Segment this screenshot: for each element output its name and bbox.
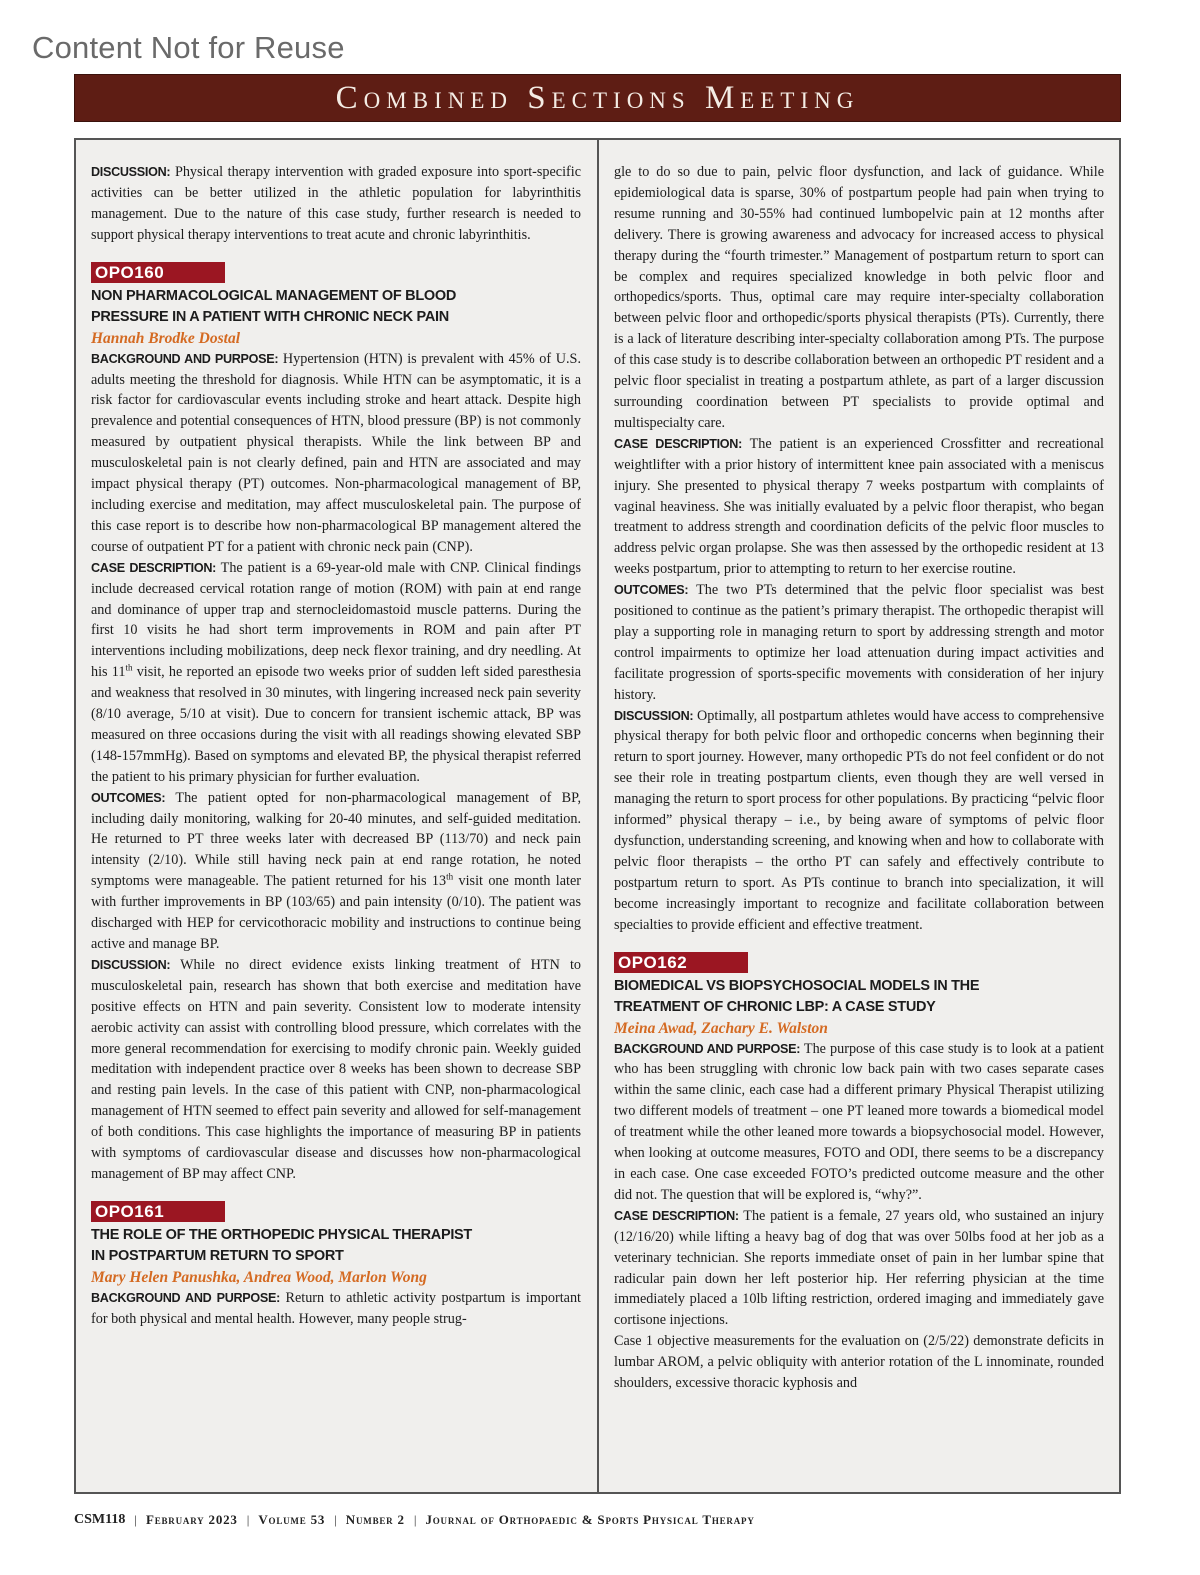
case-description-paragraph: CASE DESCRIPTION: The patient is an experienced Crossfitter and recreational weightlifter with a prior history of intermittent knee pain associated with a meniscus injury. She presented to physical therapy 7 weeks postpartum with complaints of vaginal heaviness. She was initially evaluated by a pelvic floor therapist, who began treatment to address strength and coordination deficits of the pelvic floor muscles to address pelvic organ prolapse. She was then assessed by the orthopedic resident at 13 weeks postpartum, prior to attempting to return to her exercise routine. [614,435,1104,578]
footer-date: February 2023 [145,1512,238,1527]
left-column [91,162,581,1482]
abstract-authors: Mary Helen Panushka, Andrea Wood, Marlon Wong [91,1268,427,1286]
footer-separator: | [413,1512,417,1527]
abstract-opo162 [614,952,1104,1394]
discussion-paragraph: DISCUSSION: Optimally, all postpartum athletes would have access to comprehensive physical therapy for both pelvic floor and orthopedic concerns when beginning their return to sport journey. However, many orthopedic PTs do not feel confident or do not see their role in treating postpartum clients, even though they are well versed in managing the return to sport process for other populations. By practicing “pelvic floor informed” physical therapy – i.e., by being aware of symptoms of pelvic floor dysfunction, understanding screening, and knowing when and how to collaborate with pelvic floor therapists – the ortho PT can safely and effectively contribute to postpartum return to sport. As PTs continue to branch into specialization, it will become increasingly important to recognize and facilitate collaboration between specialties to provide efficient and effective treatment. [614,707,1104,933]
section-banner [74,74,1121,122]
right-column [614,162,1104,1482]
case-description-paragraph: CASE DESCRIPTION: The patient is a female, 27 years old, who sustained an injury (12/16/20) while lifting a heavy bag of dog that was over 50lbs food at her job as a veterinary technician. She reports immediate onset of pain in her lumbar spine that radicular pain down her left posterior hip. Her referring physician at the time immediately placed a 10lb lifting restriction, ordered imaging and immediately gave cortisone injections. [614,1207,1104,1329]
intro-discussion [91,162,581,246]
outcomes-paragraph: OUTCOMES: The patient opted for non-pharmacological management of BP, including daily monitoring, walking for 20-40 minutes, and self-guided meditation. He returned to PT three weeks later with decreased BP (113/70) and neck pain intensity (2/10). While still having neck pain at end range rotation, he noted symptoms were manageable. The patient returned for his 13th visit one month later with further improvements in BP (103/65) and pain intensity (0/10). The patient was discharged with HEP for cervicothoracic mobility and instructions to continue being active and manage BP. [91,789,581,952]
background-paragraph: BACKGROUND AND PURPOSE: The purpose of this case study is to look at a patient who has been struggling with chronic low back pain with two cases separate cases within the same clinic, each case had a different primary Physical Therapist utilizing two different models of treatment – one PT leaned more towards a biomedical model of treatment while the other leaned more towards a biopsychosocial model. However, when looking at outcome measures, FOTO and ODI, there seems to be a discrepancy in each case. One case exceeded FOTO’s predicted outcome measure and the other did not. The question that will be explored is, “why?”. [614,1040,1104,1203]
abstract-id-badge: OPO160 [91,262,225,283]
banner-title: Combined Sections Meeting [335,79,860,116]
background-paragraph: gle to do so due to pain, pelvic floor dysfunction, and lack of guidance. While epidemiological data is sparse, 30% of postpartum people had pain when trying to resume running and 30-55% had continued lumbopelvic pain at 12 months after delivery. There is growing awareness and advocacy for increased access to physical therapy during the “fourth trimester.” Management of postpartum return to sport can be complex and requires specialized knowledge in both pelvic floor and orthopedics/sports. Thus, optimal care may require inter-specialty collaboration between pelvic floor and orthopedic/sports physical therapists (PTs). Currently, there is a lack of literature describing inter-specialty collaboration among PTs. The purpose of this case study is to describe collaboration between an orthopedic PT resident and a pelvic floor specialist in treating a postpartum athlete, as part of a larger discussion surrounding coordination between PT specialists to provide optimal and multispecialty care. [614,164,1104,431]
case1-paragraph: Case 1 objective measurements for the evaluation on (2/5/22) demonstrate deficits in lumbar AROM, a pelvic obliquity with anterior rotation of the L innominate, rounded shoulders, excessive thoracic kyphosis and [614,1333,1104,1392]
abstract-authors: Meina Awad, Zachary E. Walston [614,1019,828,1037]
abstract-title: NON PHARMACOLOGICAL MANAGEMENT OF BLOOD PRESSURE IN A PATIENT WITH CHRONIC NECK PAIN [91,287,457,325]
abstract-opo160 [91,262,581,1185]
abstract-opo161 [91,1201,581,1330]
background-paragraph: BACKGROUND AND PURPOSE: Return to athletic activity postpartum is important for both physical and mental health. However, many people strug- [91,1289,581,1327]
footer-number: Number 2 [345,1512,405,1527]
column-divider [597,138,599,1494]
footer-volume: Volume 53 [258,1512,326,1527]
footer-separator: | [246,1512,250,1527]
abstract-title: BIOMEDICAL VS BIOPSYCHOSOCIAL MODELS IN THE TREATMENT OF CHRONIC LBP: A CASE STUDY [614,977,980,1015]
abstract-title: THE ROLE OF THE ORTHOPEDIC PHYSICAL THERAPIST IN POSTPARTUM RETURN TO SPORT [91,1226,472,1264]
watermark-text: Content Not for Reuse [32,30,345,65]
abstract-id-badge: OPO162 [614,952,748,973]
background-paragraph: BACKGROUND AND PURPOSE: Hypertension (HTN) is prevalent with 45% of U.S. adults meeting the threshold for diagnosis. While HTN can be asymptomatic, it is a risk factor for cardiovascular events including stroke and heart attack. Despite high prevalence and potential consequences of HTN, blood pressure (BP) is not commonly measured by outpatient physical therapists. While the link between BP and musculoskeletal pain is not clearly defined, pain and HTN are associated and may impact physical therapy (PT) outcomes. Non-pharmacological management of BP, including exercise and meditation, may affect musculoskeletal pain. The purpose of this case report is to describe how non-pharmacological BP management altered the course of outpatient PT for a patient with chronic neck pain (CNP). [91,350,581,555]
page-number: CSM118 [74,1512,126,1527]
outcomes-paragraph: OUTCOMES: The two PTs determined that the pelvic floor specialist was best positioned to continue as the patient’s primary therapist. The orthopedic therapist will play a supporting role in managing return to sport by addressing strength and motor control impairments to optimize her load attenuation during impact activities and facilitate progression of sports-specific movements with consideration of her injury history. [614,582,1104,703]
footer-journal: Journal of Orthopaedic & Sports Physical Therapy [425,1512,755,1527]
footer-separator: | [134,1512,137,1527]
footer-separator: | [334,1512,337,1527]
abstract-id-badge: OPO161 [91,1201,225,1222]
page-footer [74,1512,764,1528]
section-text: Physical therapy intervention with graded exposure into sport-specific activities can be better utilized in the athletic population for labyrinthitis management. Due to the nature of this case study, further research is needed to support physical therapy interventions to treat acute and chronic labyrinthitis. [91,164,581,243]
abstract-opo161-continued [614,162,1104,936]
discussion-paragraph: DISCUSSION: While no direct evidence exists linking treatment of HTN to musculoskeletal pain, research has shown that both exercise and meditation have positive effects on HTN and pain severity. Consistent low to moderate intensity aerobic activity can assist with controlling blood pressure, which correlates with the more general recommendation for exercising to modify chronic pain. Weekly guided meditation with independent practice over 8 weeks has been shown to decrease SBP and resting pain levels. In the case of this patient with CNP, non-pharmacological management of HTN seemed to effect pain severity and allowed for self-management of both conditions. This case highlights the importance of measuring BP in patients with symptoms of cardiovascular disease and discusses how non-pharmacological management of BP may affect CNP. [91,956,581,1182]
abstract-authors: Hannah Brodke Dostal [91,329,241,347]
section-label: DISCUSSION: [91,165,171,179]
case-description-paragraph: CASE DESCRIPTION: The patient is a 69-year-old male with CNP. Clinical findings include decreased cervical rotation range of motion (ROM) with pain at end range and dominance of upper trap and sternocleidomastoid muscle patterns. During the first 10 visits he had short term improvements in ROM and pain after PT interventions including mobilizations, deep neck flexor training, and dry needling. At his 11th visit, he reported an episode two weeks prior of sudden left sided paresthesia and weakness that resolved in 30 minutes, with lingering increased neck pain severity (8/10 average, 5/10 at visit). Due to concern for transient ischemic attack, BP was measured on three occasions during the visit with all readings showing elevated SBP (148-157mmHg). Based on symptoms and elevated BP, the physical therapist referred the patient to his primary physician for further evaluation. [91,559,581,785]
discussion-paragraph [91,162,581,246]
